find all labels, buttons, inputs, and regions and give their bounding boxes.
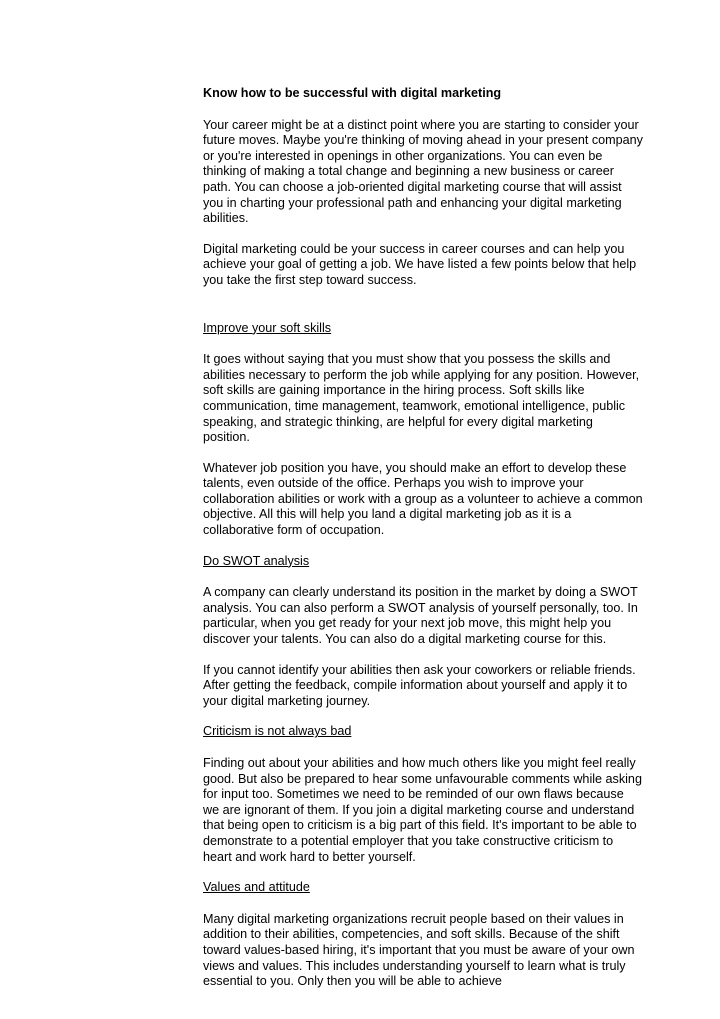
section-heading-criticism: Criticism is not always bad bbox=[203, 724, 352, 739]
document-title: Know how to be successful with digital marketing bbox=[203, 86, 502, 100]
criticism-paragraph-1: Finding out about your abilities and how much others like you might feel really good. But also be prepared to hear some unfavourable comments while asking for input too. Sometimes we need to be reminded of our own flaws because we are ignorant of them. If you join a digital marketing course and understand that being open to criticism is a big part of this field. It's important to be able to demonstrate to a potential employer that you take constructive criticism to heart and work hard to better yourself. bbox=[203, 756, 642, 864]
document-page bbox=[203, 86, 643, 1005]
section-heading-values: Values and attitude bbox=[203, 880, 310, 895]
section-heading-soft-skills: Improve your soft skills bbox=[203, 320, 332, 335]
swot-paragraph-1: A company can clearly understand its position in the market by doing a SWOT analysis. You can also perform a SWOT analysis of yourself personally, too. In particular, when you get ready for your next job move, this might help you discover your talents. You can also do a digital marketing course for this. bbox=[203, 585, 638, 647]
values-paragraph-1: Many digital marketing organizations recruit people based on their values in addition to their abilities, competencies, and soft skills. Because of the shift toward values-based hiring, it's important that you must be aware of your own views and values. This includes understanding yourself to learn what is truly essential to you. Only then you will be able to achieve bbox=[203, 911, 635, 989]
intro-paragraph-2: Digital marketing could be your success in career courses and can help you achieve your goal of getting a job. We have listed a few points below that help you take the first step toward success. bbox=[203, 241, 637, 287]
soft-skills-paragraph-1: It goes without saying that you must show that you possess the skills and abilities necessary to perform the job while applying for any position. However, soft skills are gaining importance in the hiring process. Soft skills like communication, time management, teamwork, emotional intelligence, public speaking, and strategic thinking, are helpful for every digital marketing position. bbox=[203, 352, 640, 445]
intro-paragraph-1: Your career might be at a distinct point where you are starting to consider your future moves. Maybe you're thinking of moving ahead in your present company or you're interested in openings in other organizations. You can even be thinking of making a total change and beginning a new business or career path. You can choose a job-oriented digital marketing course that will assist you in charting your professional path and enhancing your digital marketing abilities. bbox=[203, 117, 643, 226]
soft-skills-paragraph-2: Whatever job position you have, you should make an effort to develop these talents, even outside of the office. Perhaps you wish to improve your collaboration abilities or work with a group as a volunteer to achieve a common objective. All this will help you land a digital marketing job as it is a collaborative form of occupation. bbox=[203, 460, 643, 538]
section-heading-swot: Do SWOT analysis bbox=[203, 553, 310, 568]
swot-paragraph-2: If you cannot identify your abilities then ask your coworkers or reliable friends. After getting the feedback, compile information about yourself and apply it to your digital marketing journey. bbox=[203, 662, 636, 708]
